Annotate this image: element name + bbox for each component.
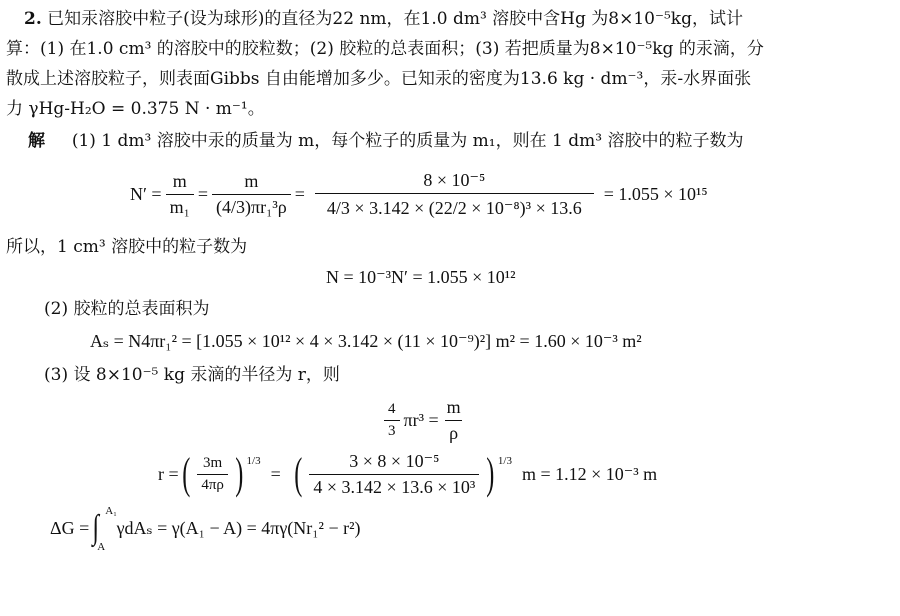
eq1-lhs: N′ = <box>130 183 162 204</box>
problem-text-1: 已知汞溶胶中粒子(设为球形)的直径为22 nm，在1.0 dm³ 溶胶中含Hg 为8×10⁻⁵kg，试计 <box>47 9 743 29</box>
equation-n: N = 10⁻³N′ = 1.055 × 10¹² <box>326 267 516 287</box>
problem-line-1 <box>24 8 743 30</box>
eq1-frac-m-m1: $\frac{m}{\text{m₁}}$ <box>166 171 194 218</box>
equation-volume: $\frac{4}{3}$ πr³ = $\frac{m}{\rho}$ <box>380 394 469 446</box>
part2-intro: (2) 胶粒的总表面积为 <box>44 299 210 319</box>
eq4-frac-m-rho: $\frac{m}{\rho}$ <box>446 396 461 443</box>
eq5-frac-numeric: $\frac{\text{3 × 8 × 10⁻⁵}}{\text{4 × 3.142 × 13.6 × 10³}}$ <box>309 451 479 498</box>
solution-part1-intro <box>28 130 743 152</box>
equation-surface-area: Aₛ = N4πr₁² = [1.055 × 10¹² × 4 × 3.142 × (11 × 10⁻⁹)²] m² = 1.60 × 10⁻³ m² <box>90 331 642 351</box>
equation-n-prime: N′ = $\frac{m}{\text{m₁}}$ = $\frac{m}{\text{(4/3)πr₁³ρ}}$ = $\frac{\text{8 × 10⁻⁵}}{\text{4/3 × 3.142 × (22/2 × 10⁻⁸)³ × 13.6}}$ = 1.055 × 10¹⁵ <box>130 169 708 218</box>
problem-line-3: 散成上述溶胶粒子，则表面Gibbs 自由能增加多少。已知汞的密度为13.6 kg · dm⁻³，汞-水界面张 <box>6 69 752 89</box>
part1-intro-text: (1) 1 dm³ 溶胶中汞的质量为 m，每个粒子的质量为 m₁，则在 1 dm³ 溶胶中的粒子数为 <box>71 131 744 151</box>
problem-number: 2. <box>24 9 42 29</box>
problem-line-4: 力 γHg-H₂O = 0.375 N · m⁻¹。 <box>6 99 265 119</box>
problem-line-2: 算：(1) 在1.0 cm³ 的溶胶中的胶粒数；(2) 胶粒的总表面积；(3) 若把质量为8×10⁻⁵kg 的汞滴，分 <box>6 39 764 59</box>
eq1-result: = 1.055 × 10¹⁵ <box>603 183 708 204</box>
solution-label: 解 <box>28 131 45 151</box>
equation-gibbs: ΔG = ∫ A₁ A γdAₛ = γ(A₁ − A) = 4πγ(Nr₁² − r²) <box>50 505 361 553</box>
eq5-result: m = 1.12 × 10⁻³ m <box>521 463 658 484</box>
equation-radius: r = ( $\frac{3m}{4\pi\rho}$ ) 1/3 = ( $\frac{\text{3 × 8 × 10⁻⁵}}{\text{4 × 3.142 × 13.6 × 10³}}$ ) 1/3 m = 1.12 × 10⁻³ m <box>158 449 658 498</box>
eq1-frac-numeric: $\frac{\text{8 × 10⁻⁵}}{\text{4/3 × 3.142 × (22/2 × 10⁻⁸)³ × 13.6}}$ <box>315 170 594 219</box>
integral-sign: ∫ A₁ A <box>92 505 118 553</box>
part3-intro: (3) 设 8×10⁻⁵ kg 汞滴的半径为 r，则 <box>44 365 340 385</box>
eq1-frac-mass: $\frac{m}{\text{(4/3)πr₁³ρ}}$ <box>212 171 291 218</box>
so-text: 所以，1 cm³ 溶胶中的粒子数为 <box>6 237 248 257</box>
eq4-frac-4-3: $\frac{4}{3}$ <box>384 401 400 440</box>
eq5-frac-3m: $\frac{3m}{4\pi\rho}$ <box>197 455 228 494</box>
